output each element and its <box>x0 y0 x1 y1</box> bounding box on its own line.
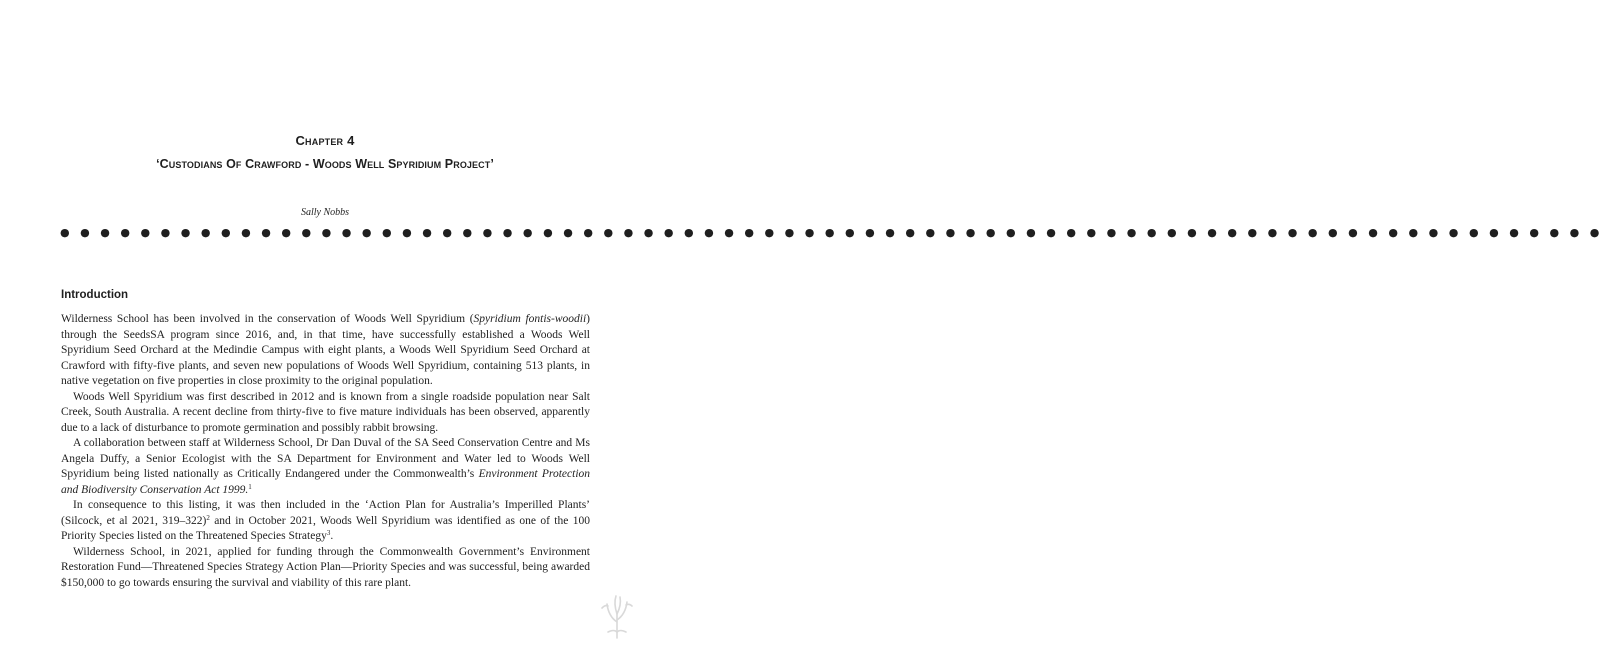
footnote-2-marker: 2 <box>206 513 210 522</box>
p3-text-a: A collaboration between staff at Wilderness School, Dr Dan Duval of the SA Seed Conservation Centre and Ms Angela Duffy, a Senior Ecologist with the SA Department for Environment and Water led to Woods Well Spyridium being listed nationally as Critically Endangered under the Commonwealth’s <box>61 437 590 480</box>
body-text <box>61 312 590 591</box>
p4-text-c: . <box>330 530 334 542</box>
paragraph-1 <box>61 312 590 390</box>
chapter-label: Chapter 4 <box>295 133 355 148</box>
paragraph-2: Woods Well Spyridium was first described in 2012 and is known from a single roadside population near Salt Creek, South Australia. A recent decline from thirty-five to five mature individuals has been observed, apparently due to a lack of disturbance to promote germination and possibly rabbit browsing. <box>61 390 590 434</box>
p1-text-a: Wilderness School has been involved in the conservation of Woods Well Spyridium ( <box>61 313 474 325</box>
footnote-3-marker: 3 <box>326 529 331 537</box>
paragraph-5: Wilderness School, in 2021, applied for funding through the Commonwealth Government’s Environment Restoration Fund—Threatened Species Strategy Action Plan—Priority Species and was successful, being awarded $150,000 to go towards ensuring the survival and viability of this rare plant. <box>61 545 590 589</box>
paragraph-4 <box>61 498 590 545</box>
p4-text-b: and in October 2021, Woods Well Spyridium was identified as one of the 100 Priority Species listed on the Threatened Species Strategy <box>61 514 590 542</box>
author-name: Sally Nobbs <box>300 207 350 218</box>
chapter-title: ‘Custodians Of Crawford - Woods Well Spyridium Project’ <box>156 157 494 171</box>
paragraph-3 <box>61 436 590 498</box>
p1-text-b: ) through the SeedsSA program since 2016, and, in that time, have successfully established a Woods Well Spyridium Seed Orchard at the Medindie Campus with eight plants, a Woods Well Spyridium Seed Orchard at Crawford with fifty-five plants, and seven new populations of Woods Well Spyridium, containing 513 plants, in native vegetation on five properties in close proximity to the original population. <box>61 313 590 387</box>
p3-act-name: Environment Protection and Biodiversity Conservation Act 1999. <box>61 468 591 496</box>
section-heading: Introduction <box>61 289 129 301</box>
p4-text-a: In consequence to this listing, it was then included in the ‘Action Plan for Australia’s Imperilled Plants’ (Silcock, et al 2021, 319–322) <box>61 499 590 527</box>
footnote-1-marker: 1 <box>248 482 252 491</box>
dotted-divider: ● ● ● ● ● ● ● ● ● ● ● ● ● ● ● ● ● ● ● ● ● ● ● ● ● ● ● ● ● ● ● ● ● ● ● ● ● ● ● ● ● ● ● ● ● ● ● ● ● ● ● ● ● ● ● ● ● ● ● ● ● ● ● ● ● ● ● ● ● ● ● ● ● ● ● ● ● <box>60 226 1603 239</box>
p1-species-name: Spyridium fontis-woodii <box>473 313 587 325</box>
plant-logo-icon <box>596 592 638 640</box>
